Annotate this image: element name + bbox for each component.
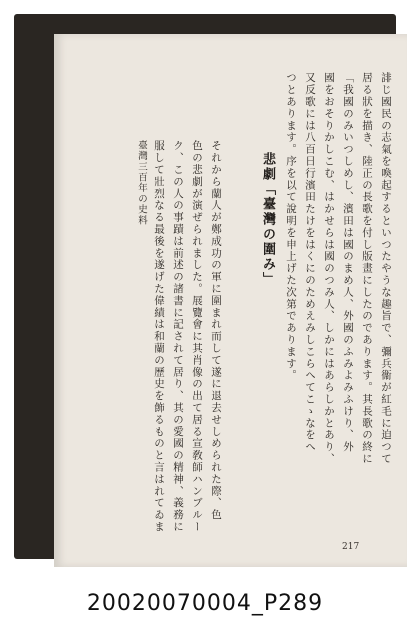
text-column: 「我國のみいつしめし、濱田は國のまめ人、外國のふみよみふけり、外 [342, 72, 354, 453]
text-column: 色の悲劇が演ぜられました。展覽會に其肖像の出て居る宣敎師ハンブルー [191, 140, 203, 533]
text-column: 誹じ國民の志氣を喚起するといつたやうな趣旨で、彌兵衞が紅毛に迫つて [380, 72, 392, 465]
text-column: それから蘭人が鄭成功の軍に圍まれ而して遂に退去せしめられた際、色 [210, 140, 222, 521]
text-column: 又反歌には八百日行濱田たけをはくにのためえみしこらへてこゝなをへ [304, 72, 316, 453]
text-column: 服して壯烈なる最後を遂げた偉績は和蘭の歷史を飾るものと言はれてゐま [153, 140, 165, 533]
book-page [54, 34, 407, 567]
text-column: ク、この人の事蹟は前述の諸書に記されて居り、其の愛國の精神、義務に [172, 140, 184, 533]
running-header: 臺灣三百年の史料 [136, 140, 147, 226]
text-column: 居る狀を描き、陸正の長歌を付し版畫にしたのであります。其長歌の終に [361, 72, 373, 465]
page-number: 217 [342, 542, 360, 552]
section-title: 悲劇「臺灣の圍み」 [260, 152, 275, 287]
image-caption: 20020070004_P289 [86, 591, 324, 616]
text-column: 國をおそりかしこむ、はかせらは國のつみ人、しかにはあらしかとあり、 [323, 72, 335, 465]
book-binding [14, 14, 396, 559]
text-column: つとあります。序を以て說明を申上げた次第であります。 [285, 72, 297, 382]
